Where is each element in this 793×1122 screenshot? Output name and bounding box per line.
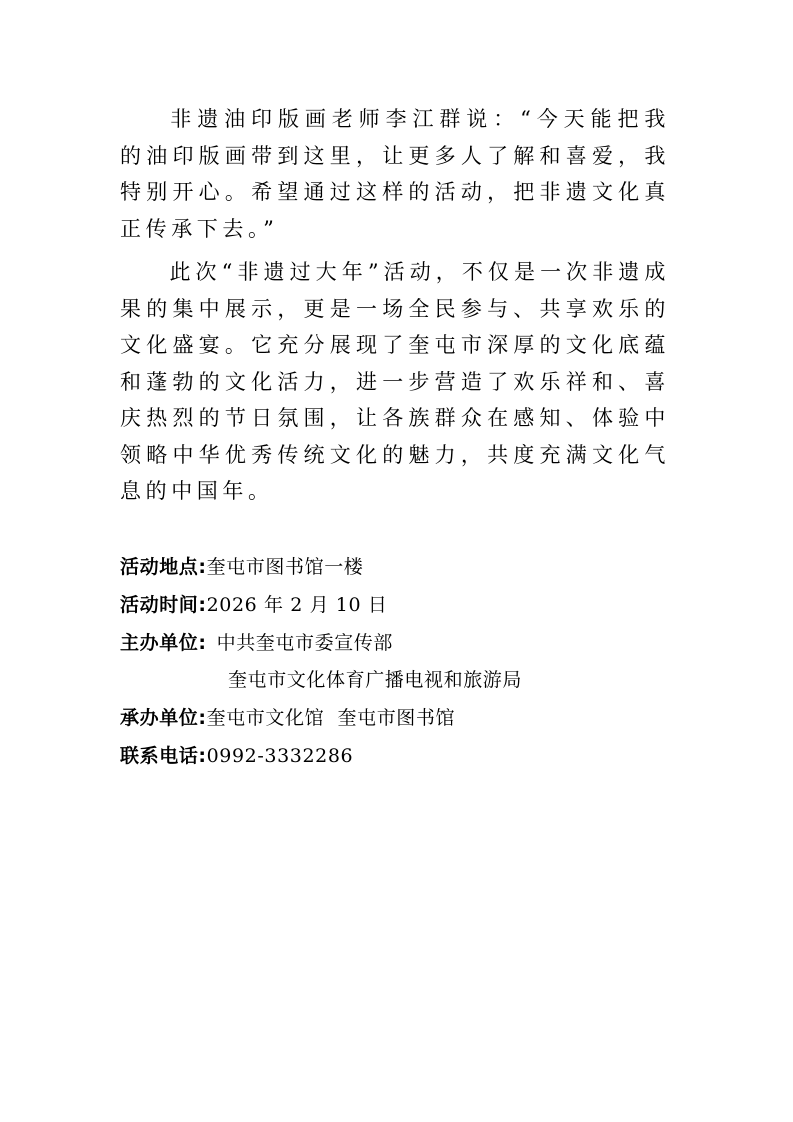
contact-row — [120, 738, 353, 774]
host-row-secondary — [228, 662, 522, 698]
host-value-secondary: 奎屯市文化体育广播电视和旅游局 — [228, 669, 523, 691]
contact-label: 联系电话: — [120, 745, 207, 767]
host-row — [120, 625, 393, 661]
quote-paragraph-text: 非遗油印版画老师李江群说：“今天能把我的油印版画带到这里，让更多人了解和喜爱，我特别开心。希望通过这样的活动，把非遗文化真正传承下去。” — [120, 107, 670, 241]
host-value-primary: 中共奎屯市委宣传部 — [216, 632, 394, 654]
location-value: 奎屯市图书馆一楼 — [206, 556, 364, 578]
organizer-label: 承办单位: — [120, 707, 207, 729]
organizer-row — [120, 700, 455, 736]
time-label: 活动时间: — [120, 594, 207, 616]
time-row — [120, 587, 387, 623]
time-value: 2026 年 2 月 10 日 — [206, 594, 388, 616]
contact-value: 0992-3332286 — [206, 745, 354, 767]
event-info-block — [120, 0, 680, 800]
organizer-value: 奎屯市文化馆 奎屯市图书馆 — [206, 707, 456, 729]
summary-paragraph-text: 此次“非遗过大年”活动，不仅是一次非遗成果的集中展示，更是一场全民参与、共享欢乐的文化盛宴。它充分展现了奎屯市深厚的文化底蕴和蓬勃的文化活力，进一步营造了欢乐祥和、喜庆热烈的节日氛围，让各族群众在感知、体验中领略中华优秀传统文化的魅力，共度充满文化气息的中国年。 — [120, 260, 670, 503]
host-label: 主办单位: — [120, 632, 207, 654]
location-label: 活动地点: — [120, 556, 207, 578]
location-row — [120, 549, 363, 585]
